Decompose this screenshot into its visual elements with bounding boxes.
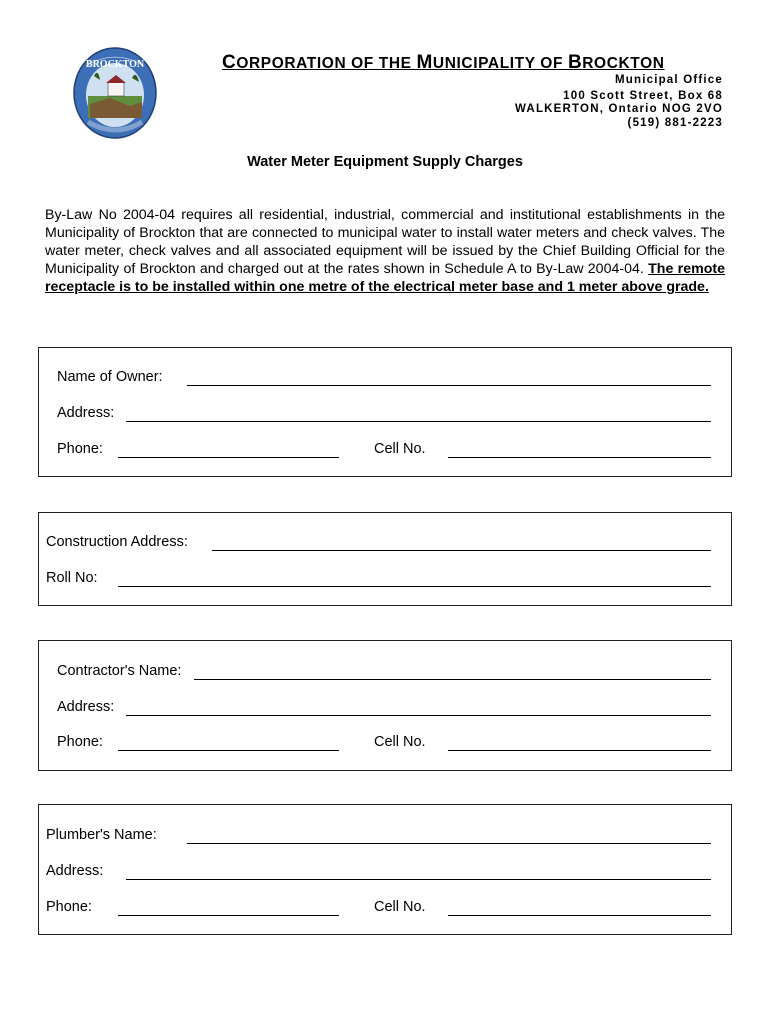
- intro-text: By-Law No 2004-04 requires all residential, industrial, commercial and institutional establishments in the Municipality of Brockton that are connected to municipal water to install water meters and check valves. The water meter, check valves and all associated equipment will be issued by the Chief Building Official for the Municipality of Brockton and charged out at the rates shown in Schedule A to By-Law 2004-04.: [45, 207, 725, 277]
- document-title: Water Meter Equipment Supply Charges: [247, 154, 523, 170]
- owner-address-field[interactable]: [126, 421, 711, 422]
- title-part: ROCKTON: [582, 55, 665, 72]
- owner-name-label: Name of Owner:: [57, 369, 163, 385]
- address-line-office: Municipal Office: [614, 74, 723, 86]
- contractor-phone-label: Phone:: [57, 734, 103, 750]
- contractor-address-field[interactable]: [126, 715, 711, 716]
- plumber-address-field[interactable]: [126, 879, 711, 880]
- address-line-phone: (519) 881-2223: [627, 117, 723, 129]
- contractor-cell-label: Cell No.: [374, 734, 426, 750]
- intro-paragraph: [45, 206, 725, 296]
- contractor-name-field[interactable]: [194, 679, 711, 680]
- owner-section: [38, 347, 732, 477]
- plumber-address-label: Address:: [46, 863, 104, 879]
- owner-name-field[interactable]: [187, 385, 711, 386]
- roll-number-label: Roll No:: [46, 570, 98, 586]
- construction-address-label: Construction Address:: [46, 534, 188, 550]
- plumber-name-field[interactable]: [187, 843, 711, 844]
- roll-number-field[interactable]: [118, 586, 711, 587]
- construction-address-field[interactable]: [212, 550, 711, 551]
- contractor-phone-field[interactable]: [118, 750, 339, 751]
- contractor-address-label: Address:: [57, 699, 115, 715]
- contractor-section: [38, 640, 732, 771]
- plumber-name-label: Plumber's Name:: [46, 827, 157, 843]
- contractor-cell-field[interactable]: [448, 750, 711, 751]
- plumber-phone-field[interactable]: [118, 915, 339, 916]
- construction-section: [38, 512, 732, 606]
- brockton-logo: [72, 46, 158, 140]
- plumber-cell-field[interactable]: [448, 915, 711, 916]
- organization-title: [222, 52, 665, 74]
- title-part: ORPORATION OF THE: [236, 55, 417, 72]
- address-line-street: 100 Scott Street, Box 68: [563, 90, 723, 102]
- title-part: B: [567, 52, 583, 73]
- plumber-cell-label: Cell No.: [374, 899, 426, 915]
- owner-address-label: Address:: [57, 405, 115, 421]
- title-part: C: [222, 52, 237, 73]
- contractor-name-label: Contractor's Name:: [57, 663, 182, 679]
- owner-phone-field[interactable]: [118, 457, 339, 458]
- address-line-city: WALKERTON, Ontario NOG 2VO: [515, 103, 723, 115]
- owner-cell-label: Cell No.: [374, 441, 426, 457]
- title-part: M: [416, 52, 433, 73]
- logo-text: BROCKTON: [85, 59, 145, 70]
- owner-phone-label: Phone:: [57, 441, 103, 457]
- intro-emphasis: The remote receptacle is to be installed within one metre of the electrical meter base and 1 meter above grade.: [45, 261, 725, 295]
- owner-cell-field[interactable]: [448, 457, 711, 458]
- title-part: UNICIPALITY OF: [432, 55, 568, 72]
- plumber-section: [38, 804, 732, 935]
- plumber-phone-label: Phone:: [46, 899, 92, 915]
